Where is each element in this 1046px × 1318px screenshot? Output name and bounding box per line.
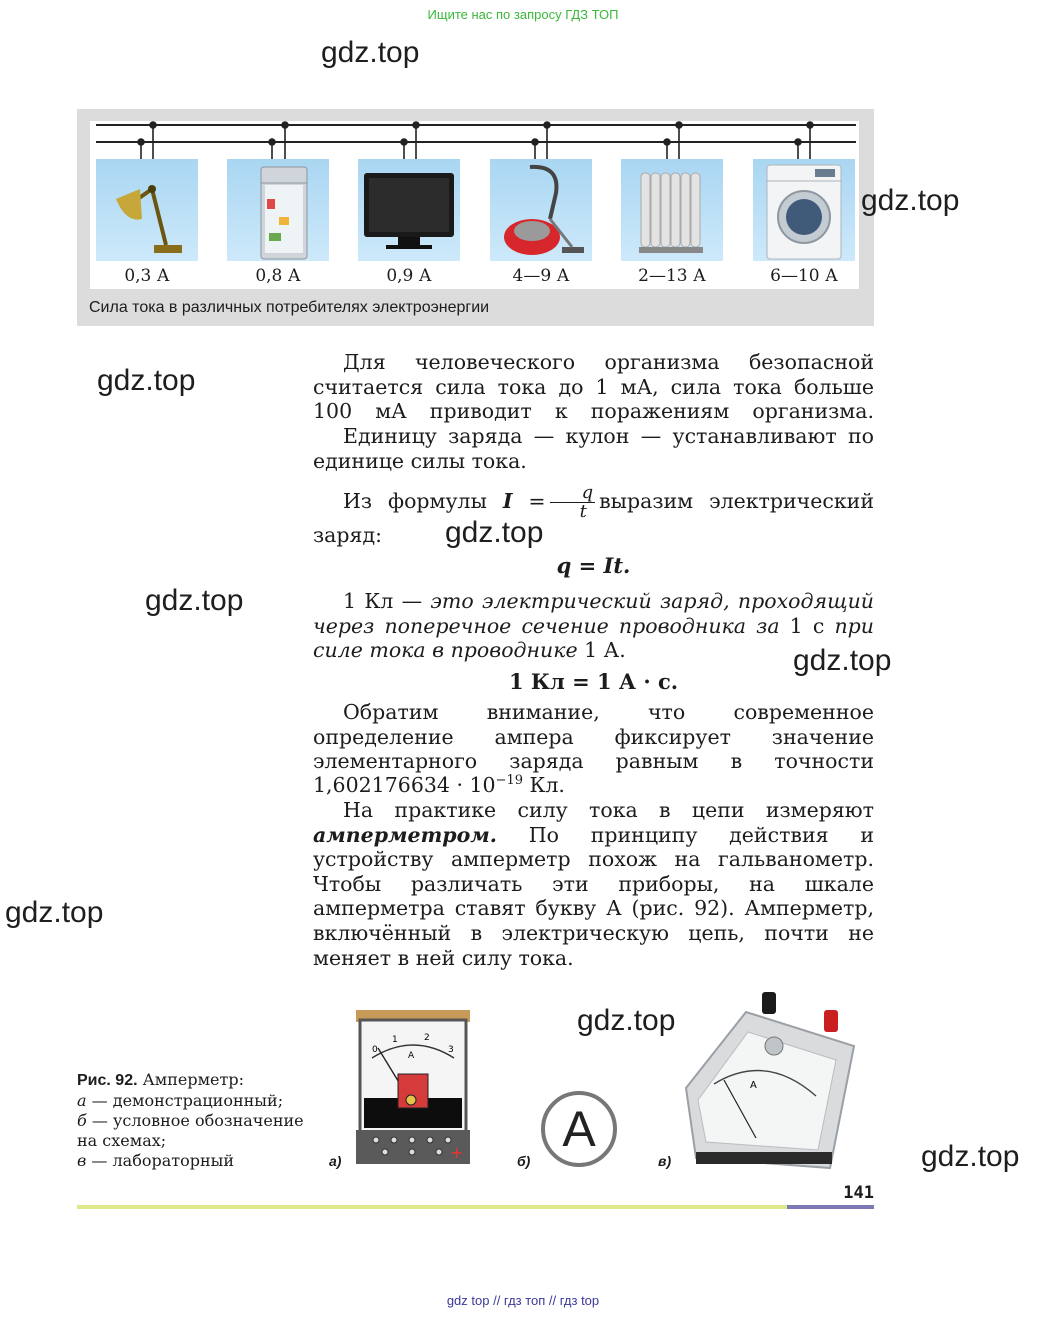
watermark-7: gdz.top bbox=[5, 896, 104, 929]
paragraph-charge-label: заряд: bbox=[313, 523, 382, 547]
consumers-panel bbox=[90, 121, 859, 289]
watermark-2: gdz.top bbox=[861, 184, 960, 217]
oil-heater-icon bbox=[621, 159, 723, 261]
footer-rule-purple bbox=[787, 1205, 874, 1209]
lamp-current: 0,3 А bbox=[124, 266, 170, 286]
consumers-figure bbox=[77, 109, 874, 326]
ammeter-symbol-letter: A bbox=[562, 1101, 596, 1157]
television-icon bbox=[358, 159, 460, 261]
desk-lamp-image bbox=[96, 159, 198, 261]
refrigerator-image bbox=[227, 159, 329, 261]
refrigerator-current: 0,8 А bbox=[255, 266, 301, 286]
demonstration-ammeter-image bbox=[354, 1004, 472, 1168]
television-current: 0,9 А bbox=[386, 266, 432, 286]
watermark-1: gdz.top bbox=[321, 36, 420, 69]
washing-machine-icon bbox=[753, 159, 855, 261]
paragraph-coulomb-definition: 1 Кл — это электрический заряд, проходящий через поперечное сечение проводника за 1 с при силе тока в проводнике 1 А. bbox=[313, 589, 874, 663]
formula-q-equals-it: q = It. bbox=[556, 553, 631, 578]
oil-heater-image bbox=[621, 159, 723, 261]
washing-machine-current: 6—10 А bbox=[770, 266, 838, 286]
elementary-charge-value: $1,602176634 \cdot 10^{-19}$ Кл. bbox=[313, 773, 565, 797]
scale-mark-0: 0 bbox=[372, 1045, 378, 1055]
desk-lamp-icon bbox=[96, 159, 198, 261]
washing-machine-image bbox=[753, 159, 855, 261]
paragraph-elementary-charge: Обратим внимание, что современное определение ампера фиксирует значение элементарного заряда равным в точности bbox=[313, 700, 874, 774]
watermark-6: gdz.top bbox=[793, 644, 892, 677]
paragraph-formula-intro: Из формулы I = $\frac{q}{t}$ выразим электрический bbox=[343, 482, 874, 522]
vacuum-cleaner-image bbox=[490, 159, 592, 261]
scale-mark-1: 1 bbox=[392, 1035, 398, 1045]
ammeter-symbol bbox=[540, 1090, 618, 1168]
laboratory-ammeter-image bbox=[676, 988, 860, 1170]
paragraph-ammeter: На практике силу тока в цепи измеряют амперметром. По принципу действия и устройству амперметр похож на гальванометр. Чтобы различать эти приборы, на шкале амперметра ставят букву А (рис. 92). Амперметр, включённый в электрическую цепь, почти не меняет в ней силу тока. bbox=[313, 798, 874, 970]
paragraph-safety: Для человеческого организма безопасной считается сила тока до 1 мА, сила тока больше 100 мА приводит к поражениям организма. bbox=[313, 350, 874, 424]
scale-letter: A bbox=[408, 1051, 415, 1061]
watermark-5: gdz.top bbox=[145, 584, 244, 617]
paragraph-coulomb-unit: Единицу заряда — кулон — устанавливают по единице силы тока. bbox=[313, 424, 874, 473]
consumers-caption: Сила тока в различных потребителях электроэнергии bbox=[89, 299, 490, 316]
watermark-9: gdz.top bbox=[921, 1140, 1020, 1173]
formula-coulomb: 1 Кл = 1 А · с. bbox=[508, 669, 679, 694]
television-image bbox=[358, 159, 460, 261]
vacuum-cleaner-current: 4—9 А bbox=[512, 266, 570, 286]
label-b: б) bbox=[517, 1153, 531, 1169]
lab-meter-letter: A bbox=[750, 1080, 757, 1091]
figure-92-caption: Рис. 92. Амперметр: а — демонстрационный; б — условное обозначение на схемах; в — лабораторный bbox=[77, 1070, 304, 1170]
refrigerator-icon bbox=[227, 159, 329, 261]
fraction-q-over-t: $\frac{q}{t}$ bbox=[550, 484, 596, 521]
scale-mark-2: 2 bbox=[424, 1033, 430, 1043]
scale-mark-3: 3 bbox=[448, 1045, 454, 1055]
footer-rule-green bbox=[77, 1205, 787, 1209]
watermark-4: gdz.top bbox=[445, 516, 544, 549]
vacuum-cleaner-icon bbox=[490, 159, 592, 261]
page-number: 141 bbox=[843, 1183, 874, 1203]
footer-note: gdz top // гдз топ // гдз top bbox=[446, 1293, 600, 1308]
watermark-8: gdz.top bbox=[577, 1004, 676, 1037]
label-a: а) bbox=[329, 1153, 342, 1169]
circuit-wires bbox=[90, 121, 859, 161]
label-c: в) bbox=[658, 1153, 672, 1169]
oil-heater-current: 2—13 А bbox=[638, 266, 706, 286]
plus-sign-icon: + bbox=[450, 1143, 464, 1162]
header-note: Ищите нас по запросу ГДЗ ТОП bbox=[427, 7, 619, 22]
watermark-3: gdz.top bbox=[97, 364, 196, 397]
